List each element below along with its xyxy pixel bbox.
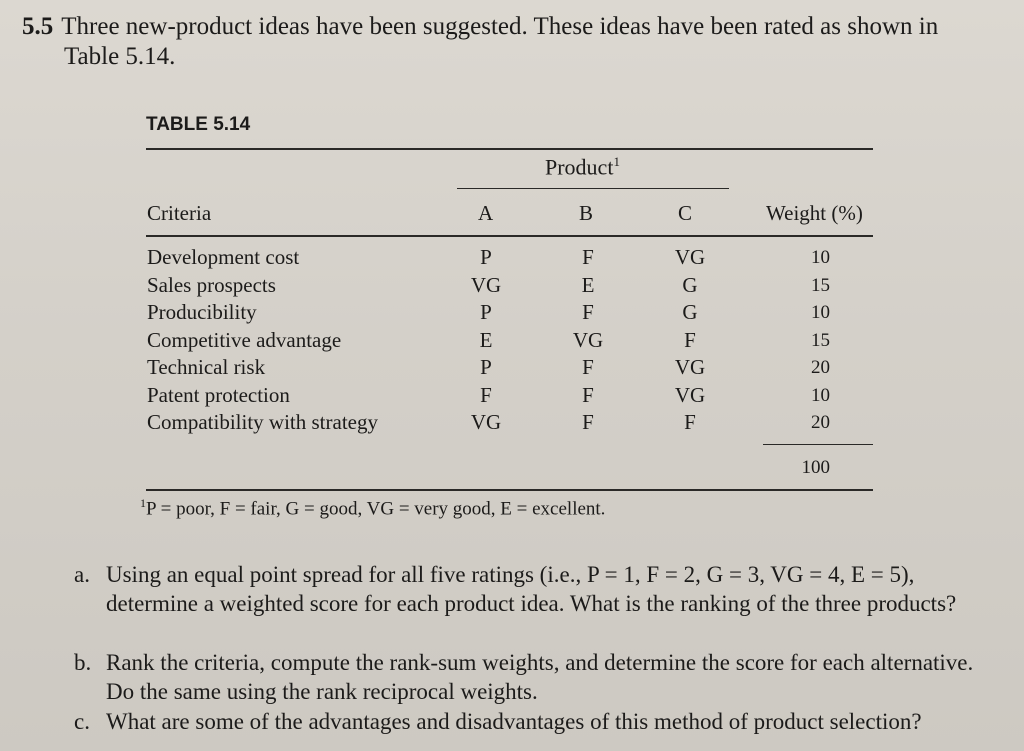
rating-cell-a: P [480,245,492,269]
criteria-cell: Competitive advantage [147,327,342,352]
weight-cell: 20 [811,412,830,433]
rating-cell-b: F [582,382,594,407]
rating-cell-c: VG [674,245,706,269]
rating-cell-b: F [582,410,594,434]
problem-line-1: Three new-product ideas have been suggested. These ideas have been rated as shown in [61,13,939,40]
footnote-text: P = poor, F = fair, G = good, VG = very good, E = excellent. [146,498,606,520]
weight-cell: 10 [811,247,830,268]
weight-cell: 10 [811,302,830,323]
rating-cell-a: VG [470,410,502,434]
rating-cell-a: P [480,300,492,324]
question-a [74,560,1004,618]
criteria-cell: Technical risk [147,355,266,379]
criteria-cell: Patent protection [147,382,290,407]
table-footnote [140,496,605,520]
product-column-c-header: C [678,201,693,225]
rating-cell-b: F [582,355,594,379]
rating-cell-b: E [581,272,595,297]
weight-cell: 10 [811,384,830,406]
rating-cell-c: VG [674,382,706,407]
product-footnote-mark: 1 [613,154,620,169]
rating-cell-c: G [682,272,698,297]
rating-cell-c: F [684,327,696,352]
weight-cell: 15 [811,329,830,351]
rating-cell-a: F [480,382,492,407]
criteria-cell: Producibility [147,300,257,324]
product-group-rule [457,188,729,189]
question-a-letter: a. [74,562,90,587]
problem-line-2: Table 5.14. [64,43,176,70]
problem-statement [22,12,1012,72]
question-a-text: Using an equal point spread for all five ratings (i.e., P = 1, F = 2, G = 3, VG = 4, E = 5), determine a weighted score for each product idea. What is the ranking of the three products? [106,562,957,616]
criteria-column-header: Criteria [147,201,212,225]
product-column-b-header: B [579,201,594,225]
product-group-header [545,154,620,180]
question-b-letter: b. [74,650,92,675]
footnote-mark: 1 [140,496,146,510]
rating-cell-b: F [582,300,594,324]
product-header-text: Product [545,154,614,180]
rating-cell-b: F [582,245,594,269]
weight-cell: 15 [811,274,830,296]
question-c [74,707,1004,736]
rating-cell-a: P [480,355,492,379]
question-b [74,648,1004,706]
table-top-rule [146,148,873,150]
rating-cell-c: G [682,300,698,324]
product-column-a-header: A [478,201,494,225]
question-c-letter: c. [74,709,90,734]
rating-cell-b: VG [572,327,604,352]
question-c-text: What are some of the advantages and disadvantages of this method of product selection? [106,709,922,734]
weight-column-header: Weight (%) [766,201,863,225]
rating-cell-a: E [479,327,493,352]
question-b-text: Rank the criteria, compute the rank-sum weights, and determine the score for each alternative. Do the same using the rank reciprocal weights. [106,650,974,704]
total-rule [763,444,873,445]
criteria-cell: Compatibility with strategy [147,410,378,434]
criteria-cell: Development cost [147,245,300,269]
table-header-rule [146,235,873,237]
table-label: TABLE 5.14 [146,114,251,135]
table-bottom-rule [146,489,873,491]
rating-cell-a: VG [470,272,502,297]
criteria-cell: Sales prospects [147,272,276,297]
total-weight: 100 [801,457,830,478]
weight-cell: 20 [811,357,830,378]
rating-cell-c: VG [674,355,706,379]
problem-number: 5.5 [22,13,54,40]
rating-cell-c: F [684,410,696,434]
